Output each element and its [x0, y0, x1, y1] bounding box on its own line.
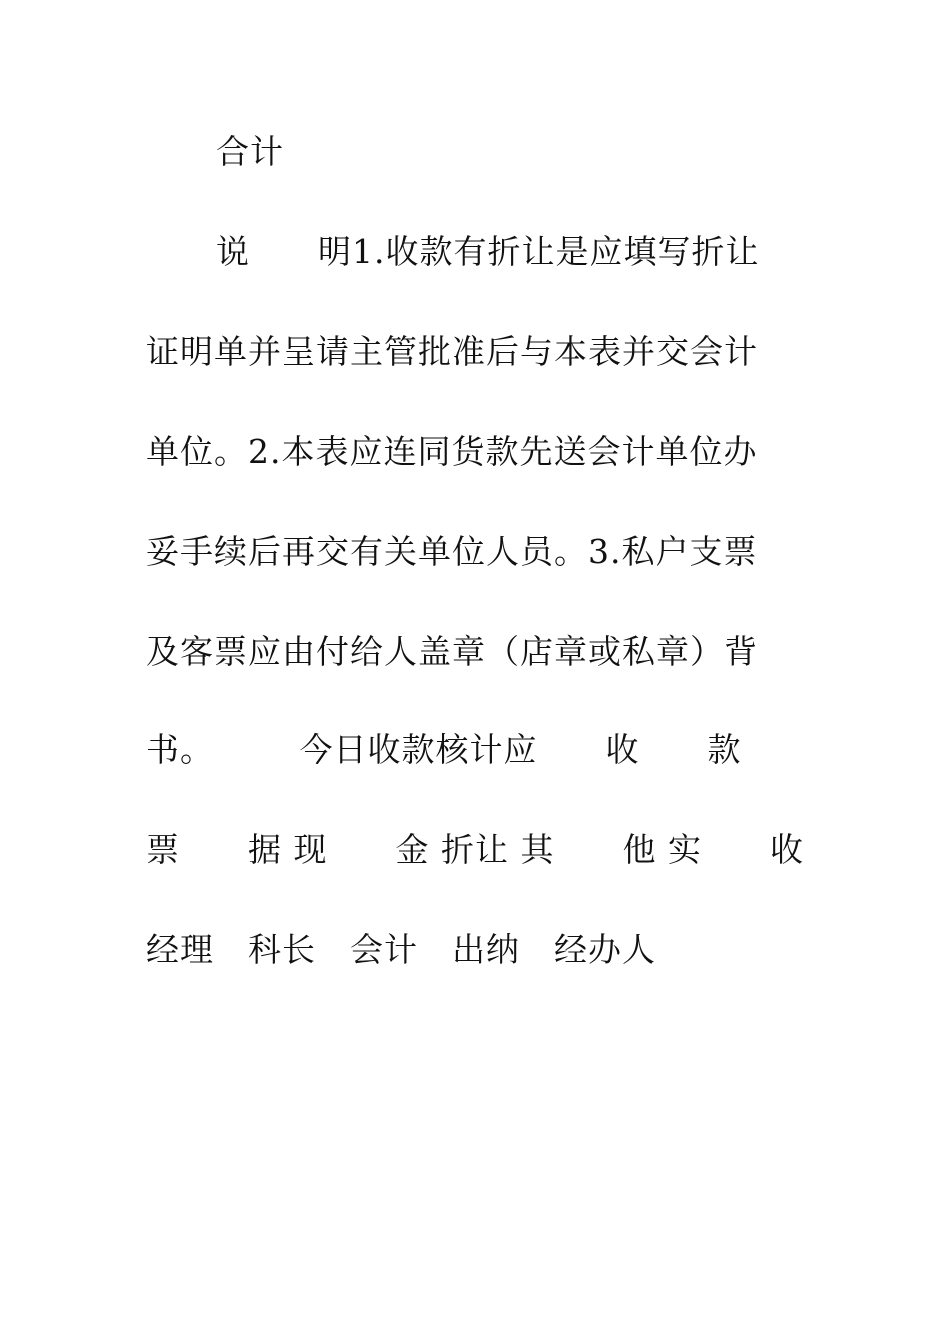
text-line-column-headers: 票 据 现 金 折让 其 他 实 收	[146, 830, 804, 869]
text-line-notes-4: 妥手续后再交有关单位人员。3.私户支票	[146, 532, 758, 571]
text-line-notes-2: 证明单并呈请主管批准后与本表并交会计	[146, 332, 758, 371]
text-line-notes-5: 及客票应由付给人盖章（店章或私章）背	[146, 632, 758, 671]
text-line-notes-3: 单位。2.本表应连同货款先送会计单位办	[146, 432, 758, 471]
text-line-notes-1: 说 明1.收款有折让是应填写折让	[216, 232, 760, 271]
text-line-total: 合计	[216, 132, 284, 171]
text-line-summary-header: 书。 今日收款核计应 收 款	[146, 730, 742, 769]
text-line-signatures: 经理 科长 会计 出纳 经办人	[146, 930, 656, 969]
